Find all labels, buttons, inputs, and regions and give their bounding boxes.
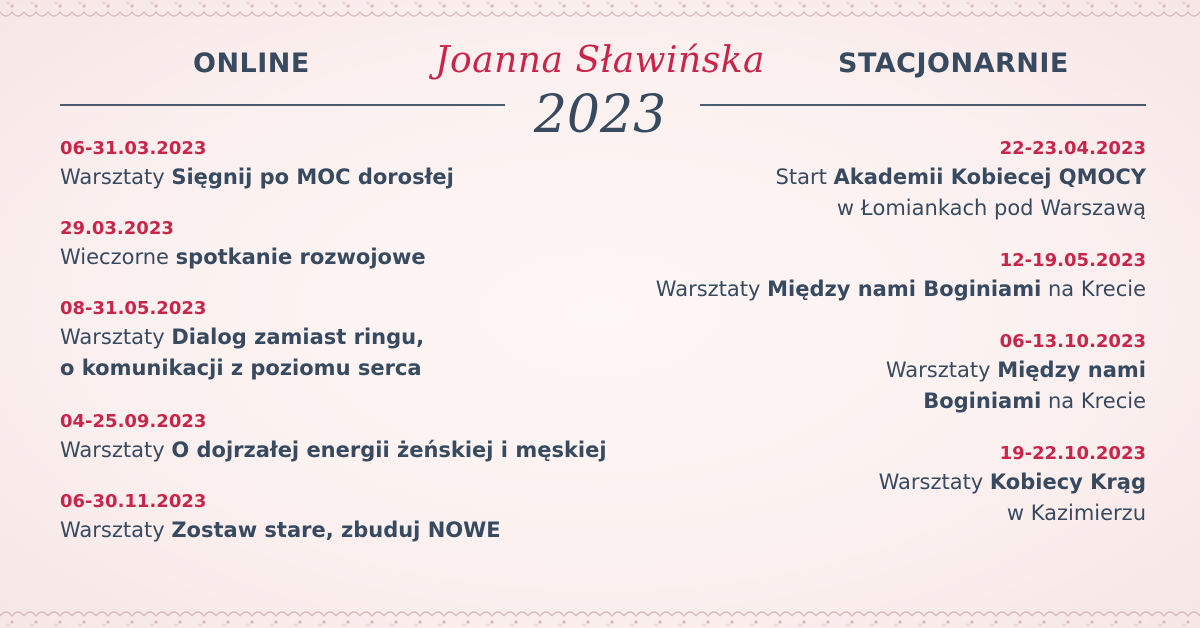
lace-border-bottom (0, 602, 1200, 628)
event-description: Warsztaty Kobiecy Krąg w Kazimierzu (878, 470, 1146, 525)
event-description: Warsztaty Zostaw stare, zbuduj NOWE (60, 518, 501, 542)
event-item (526, 441, 1146, 529)
event-item (526, 136, 1146, 224)
event-description: Warsztaty O dojrzałej energii żeńskiej i męskiej (60, 438, 607, 462)
stationary-events-list (526, 136, 1146, 553)
event-description: Warsztaty Między nami Boginiami na Krecie (655, 277, 1146, 301)
author-name: Joanna Sławińska (435, 40, 765, 81)
event-date: 08-31.05.2023 (60, 298, 207, 319)
event-item (526, 329, 1146, 417)
event-date: 12-19.05.2023 (999, 250, 1146, 271)
year-label: 2023 (533, 85, 667, 145)
event-date: 06-30.11.2023 (60, 491, 207, 512)
event-date: 29.03.2023 (60, 218, 174, 239)
event-date: 06-31.03.2023 (60, 138, 207, 159)
event-date: 04-25.09.2023 (60, 411, 207, 432)
event-description: Warsztaty Między nami Boginiami na Krecie (885, 358, 1146, 413)
divider-right (700, 104, 1146, 106)
event-date: 22-23.04.2023 (999, 138, 1146, 159)
lace-border-top (0, 0, 1200, 26)
event-description: Start Akademii Kobiecej QMOCY w Łomiankach pod Warszawą (775, 165, 1146, 220)
event-description: Wieczorne spotkanie rozwojowe (60, 245, 426, 269)
event-description: Warsztaty Sięgnij po MOC dorosłej (60, 165, 454, 189)
event-description: Warsztaty Dialog zamiast ringu, o komunikacji z poziomu serca (60, 325, 425, 380)
event-date: 19-22.10.2023 (999, 443, 1146, 464)
stationary-title: STACJONARNIE (838, 48, 1069, 79)
divider-left (60, 104, 505, 106)
event-date: 06-13.10.2023 (999, 331, 1146, 352)
online-title: ONLINE (193, 48, 310, 79)
event-item (526, 248, 1146, 305)
